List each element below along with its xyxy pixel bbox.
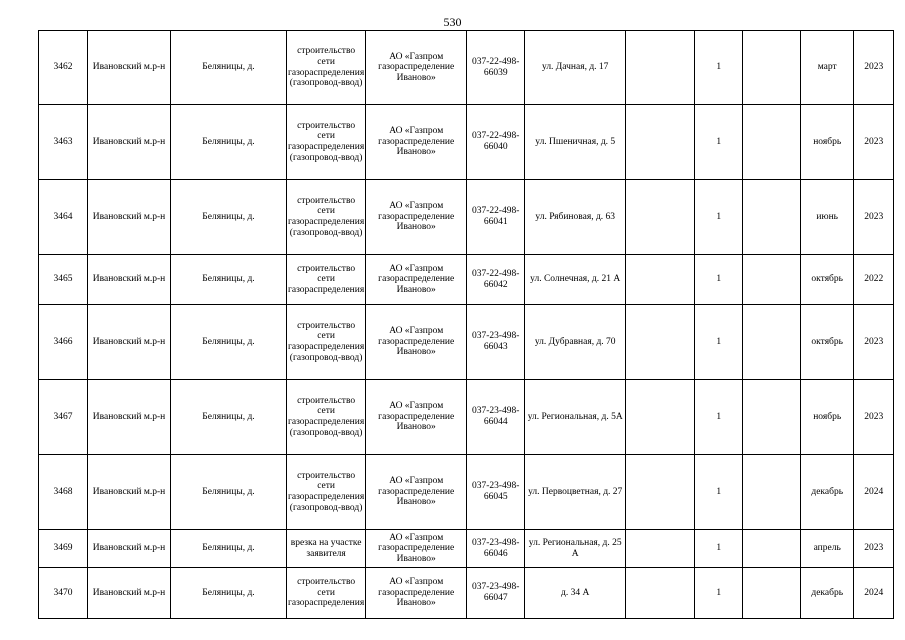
row-number: 3469: [39, 530, 88, 568]
row-number: 3465: [39, 255, 88, 305]
empty-cell: [626, 568, 695, 619]
table-row: [39, 105, 894, 180]
year-cell: 2023: [854, 31, 894, 105]
district-cell: Ивановский м.р-н: [88, 105, 171, 180]
month-cell: октябрь: [801, 305, 854, 380]
count-cell: 1: [695, 180, 743, 255]
empty-cell: [626, 455, 695, 530]
year-cell: 2023: [854, 180, 894, 255]
registry-body: [39, 31, 894, 619]
table-row: [39, 380, 894, 455]
row-number: 3466: [39, 305, 88, 380]
organization-cell: АО «Газпром газораспределение Иваново»: [366, 455, 467, 530]
locality-cell: Беляницы, д.: [171, 305, 287, 380]
row-number: 3468: [39, 455, 88, 530]
table-row: [39, 31, 894, 105]
registry-table: [38, 30, 894, 619]
work-type-cell: строительство сети газораспределения (газопровод-ввод): [287, 31, 366, 105]
work-type-cell: врезка на участке заявителя: [287, 530, 366, 568]
page-number: 530: [443, 15, 462, 29]
address-cell: ул. Солнечная, д. 21 А: [525, 255, 626, 305]
year-cell: 2024: [854, 568, 894, 619]
code-cell: 037-23-498-66044: [467, 380, 525, 455]
code-cell: 037-22-498-66040: [467, 105, 525, 180]
code-cell: 037-22-498-66039: [467, 31, 525, 105]
organization-cell: АО «Газпром газораспределение Иваново»: [366, 31, 467, 105]
year-cell: 2024: [854, 455, 894, 530]
district-cell: Ивановский м.р-н: [88, 380, 171, 455]
locality-cell: Беляницы, д.: [171, 180, 287, 255]
district-cell: Ивановский м.р-н: [88, 568, 171, 619]
year-cell: 2023: [854, 305, 894, 380]
month-cell: июнь: [801, 180, 854, 255]
address-cell: д. 34 А: [525, 568, 626, 619]
organization-cell: АО «Газпром газораспределение Иваново»: [366, 180, 467, 255]
work-type-cell: строительство сети газораспределения (газопровод-ввод): [287, 180, 366, 255]
count-cell: 1: [695, 255, 743, 305]
row-number: 3462: [39, 31, 88, 105]
district-cell: Ивановский м.р-н: [88, 530, 171, 568]
month-cell: ноябрь: [801, 380, 854, 455]
address-cell: ул. Региональная, д. 5А: [525, 380, 626, 455]
empty-cell: [743, 180, 801, 255]
month-cell: март: [801, 31, 854, 105]
table-row: [39, 530, 894, 568]
organization-cell: АО «Газпром газораспределение Иваново»: [366, 380, 467, 455]
count-cell: 1: [695, 380, 743, 455]
count-cell: 1: [695, 31, 743, 105]
empty-cell: [626, 31, 695, 105]
empty-cell: [743, 455, 801, 530]
address-cell: ул. Первоцветная, д. 27: [525, 455, 626, 530]
work-type-cell: строительство сети газораспределения: [287, 255, 366, 305]
table-row: [39, 305, 894, 380]
empty-cell: [626, 380, 695, 455]
organization-cell: АО «Газпром газораспределение Иваново»: [366, 305, 467, 380]
month-cell: ноябрь: [801, 105, 854, 180]
count-cell: 1: [695, 305, 743, 380]
row-number: 3470: [39, 568, 88, 619]
organization-cell: АО «Газпром газораспределение Иваново»: [366, 105, 467, 180]
table-row: [39, 180, 894, 255]
code-cell: 037-22-498-66042: [467, 255, 525, 305]
code-cell: 037-22-498-66041: [467, 180, 525, 255]
empty-cell: [626, 180, 695, 255]
year-cell: 2023: [854, 380, 894, 455]
count-cell: 1: [695, 105, 743, 180]
empty-cell: [626, 305, 695, 380]
empty-cell: [626, 255, 695, 305]
code-cell: 037-23-498-66043: [467, 305, 525, 380]
row-number: 3467: [39, 380, 88, 455]
district-cell: Ивановский м.р-н: [88, 31, 171, 105]
empty-cell: [743, 530, 801, 568]
work-type-cell: строительство сети газораспределения (газопровод-ввод): [287, 105, 366, 180]
address-cell: ул. Дачная, д. 17: [525, 31, 626, 105]
month-cell: декабрь: [801, 568, 854, 619]
work-type-cell: строительство сети газораспределения (газопровод-ввод): [287, 455, 366, 530]
count-cell: 1: [695, 568, 743, 619]
month-cell: октябрь: [801, 255, 854, 305]
empty-cell: [626, 105, 695, 180]
empty-cell: [743, 380, 801, 455]
district-cell: Ивановский м.р-н: [88, 255, 171, 305]
address-cell: ул. Рябиновая, д. 63: [525, 180, 626, 255]
row-number: 3464: [39, 180, 88, 255]
month-cell: апрель: [801, 530, 854, 568]
table-row: [39, 568, 894, 619]
empty-cell: [743, 105, 801, 180]
count-cell: 1: [695, 530, 743, 568]
work-type-cell: строительство сети газораспределения (газопровод-ввод): [287, 380, 366, 455]
organization-cell: АО «Газпром газораспределение Иваново»: [366, 255, 467, 305]
code-cell: 037-23-498-66047: [467, 568, 525, 619]
empty-cell: [743, 305, 801, 380]
table-row: [39, 255, 894, 305]
locality-cell: Беляницы, д.: [171, 530, 287, 568]
locality-cell: Беляницы, д.: [171, 380, 287, 455]
district-cell: Ивановский м.р-н: [88, 180, 171, 255]
code-cell: 037-23-498-66045: [467, 455, 525, 530]
empty-cell: [743, 255, 801, 305]
year-cell: 2023: [854, 530, 894, 568]
empty-cell: [743, 568, 801, 619]
month-cell: декабрь: [801, 455, 854, 530]
empty-cell: [626, 530, 695, 568]
year-cell: 2023: [854, 105, 894, 180]
organization-cell: АО «Газпром газораспределение Иваново»: [366, 530, 467, 568]
district-cell: Ивановский м.р-н: [88, 455, 171, 530]
row-number: 3463: [39, 105, 88, 180]
district-cell: Ивановский м.р-н: [88, 305, 171, 380]
address-cell: ул. Пшеничная, д. 5: [525, 105, 626, 180]
table-row: [39, 455, 894, 530]
address-cell: ул. Дубравная, д. 70: [525, 305, 626, 380]
locality-cell: Беляницы, д.: [171, 255, 287, 305]
locality-cell: Беляницы, д.: [171, 568, 287, 619]
locality-cell: Беляницы, д.: [171, 105, 287, 180]
locality-cell: Беляницы, д.: [171, 455, 287, 530]
count-cell: 1: [695, 455, 743, 530]
work-type-cell: строительство сети газораспределения: [287, 568, 366, 619]
year-cell: 2022: [854, 255, 894, 305]
code-cell: 037-23-498-66046: [467, 530, 525, 568]
empty-cell: [743, 31, 801, 105]
locality-cell: Беляницы, д.: [171, 31, 287, 105]
organization-cell: АО «Газпром газораспределение Иваново»: [366, 568, 467, 619]
address-cell: ул. Региональная, д. 25 А: [525, 530, 626, 568]
work-type-cell: строительство сети газораспределения (газопровод-ввод): [287, 305, 366, 380]
